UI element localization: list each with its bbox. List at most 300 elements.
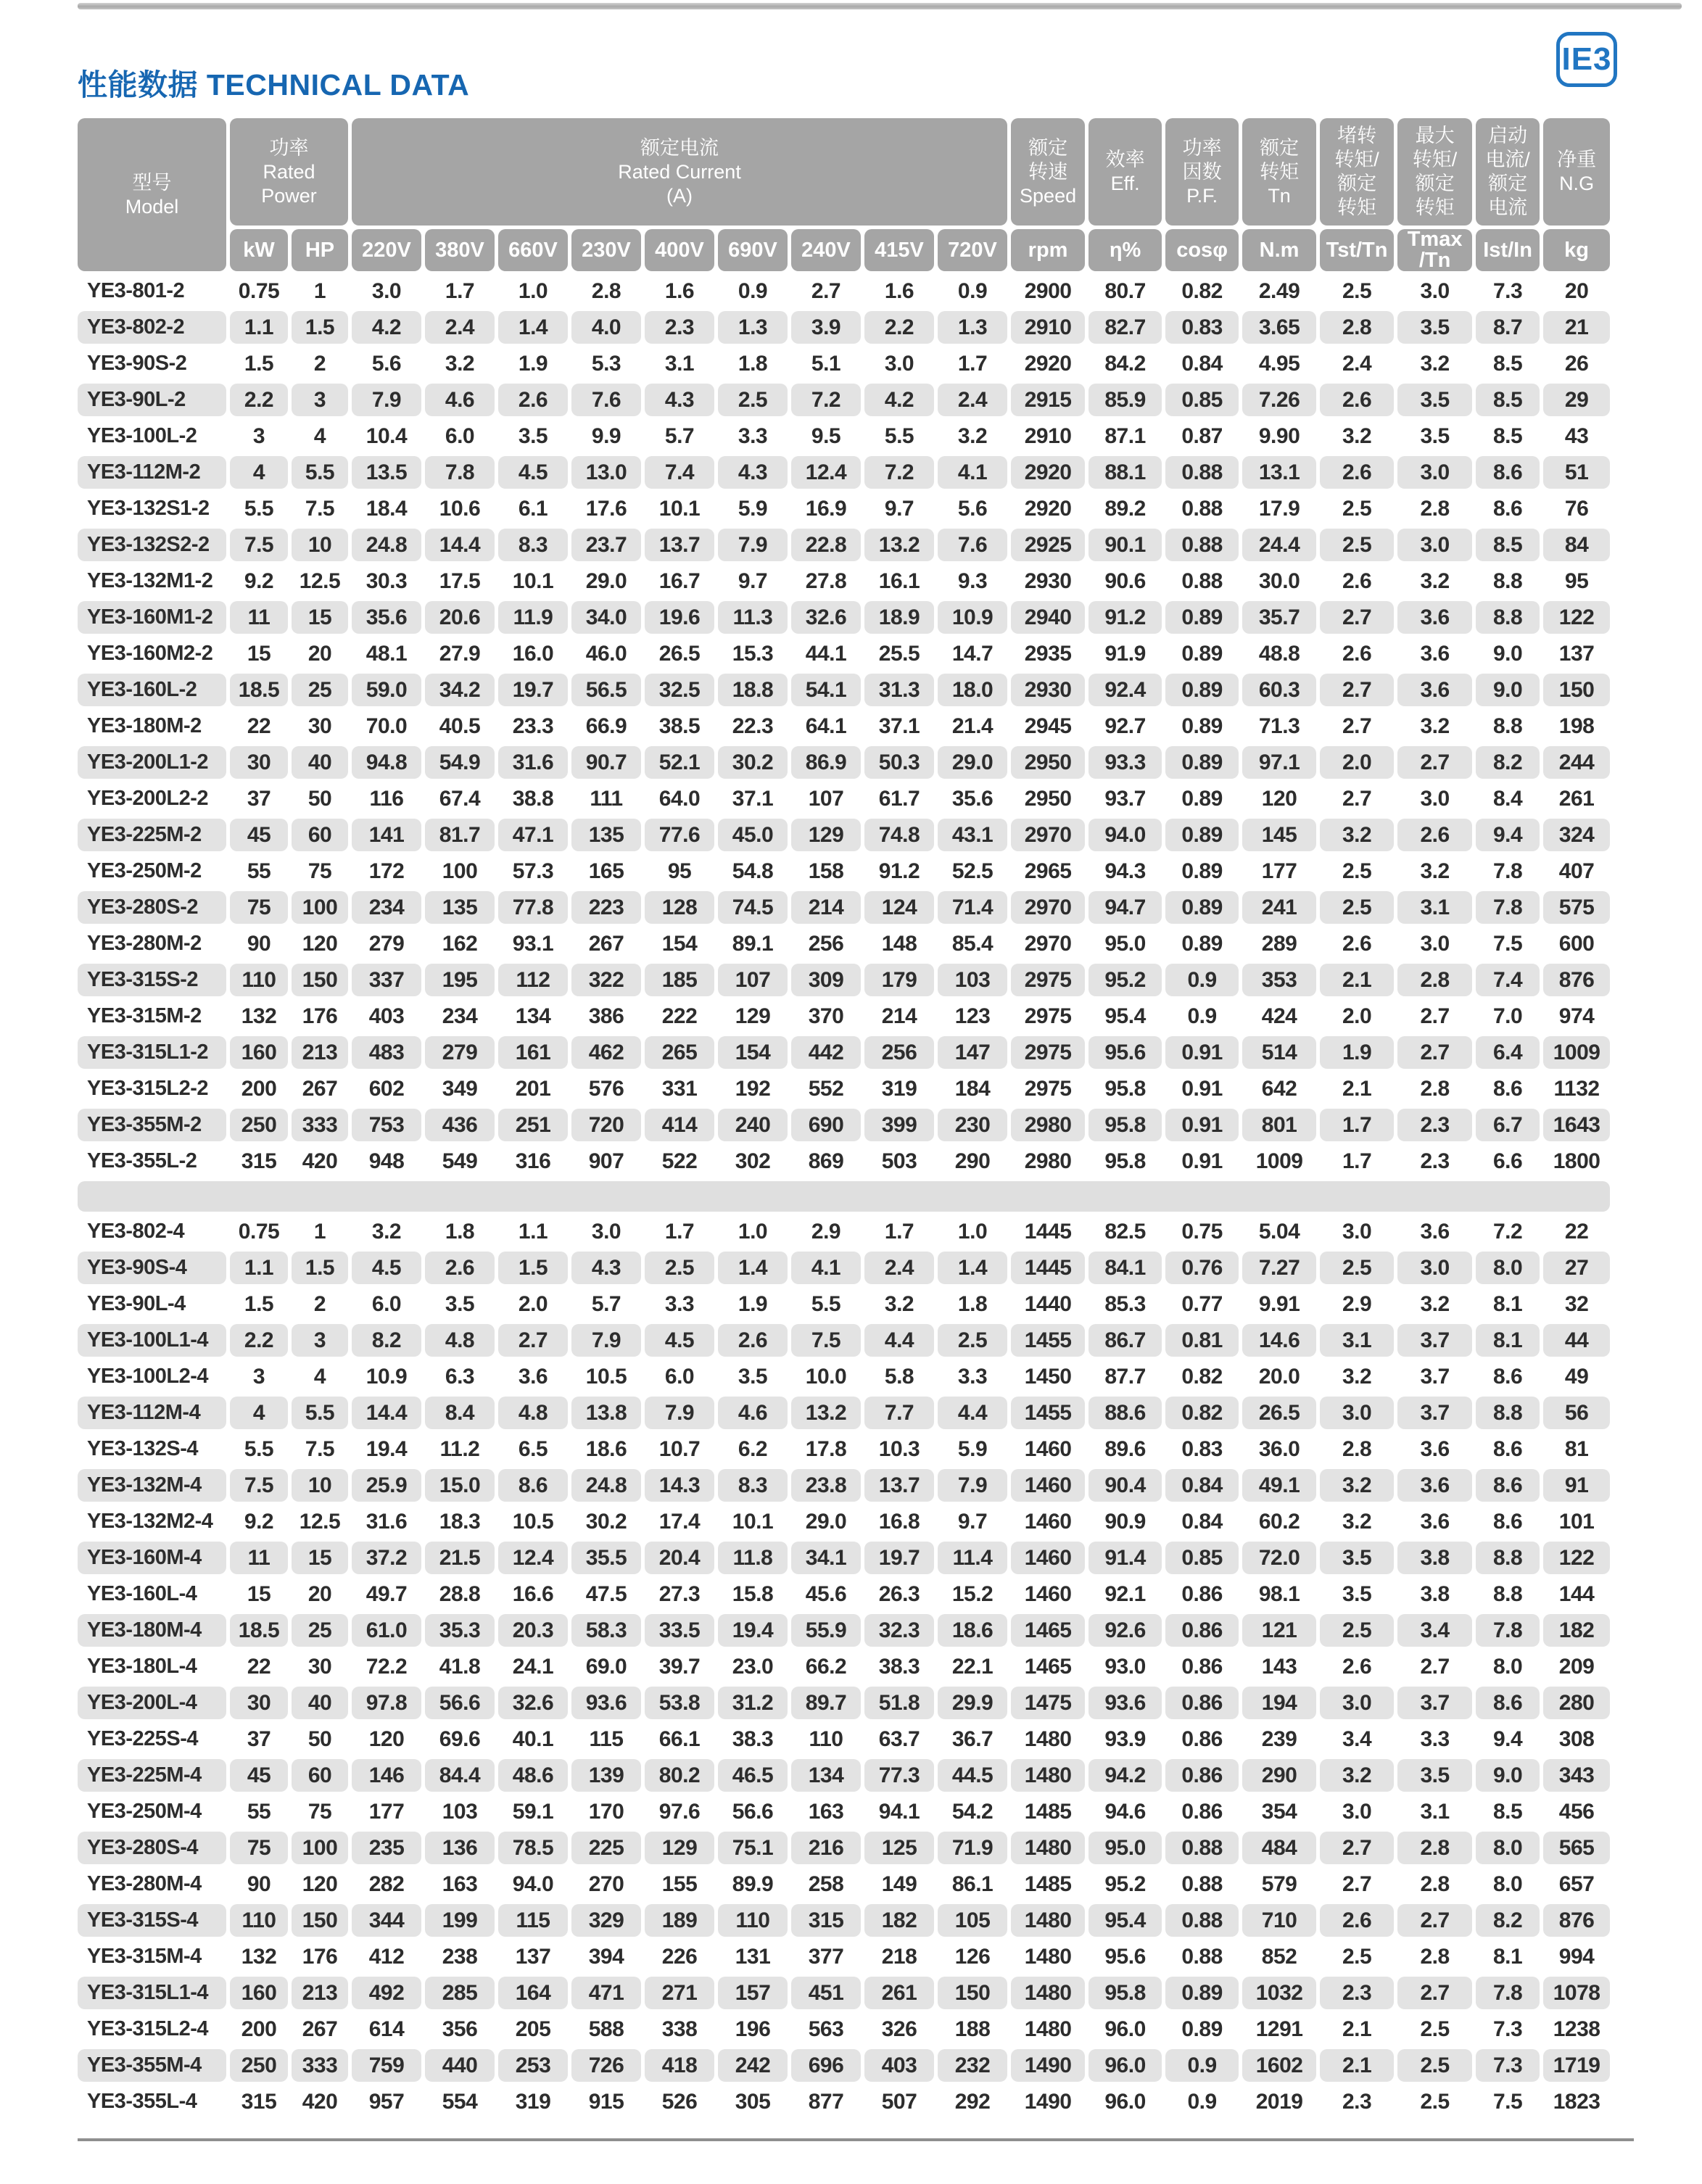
value-cell: 20	[307, 1581, 332, 1606]
value-cell: 5.6	[957, 496, 988, 521]
value-cell: 2940	[1011, 601, 1085, 634]
value-cell: 41.8	[439, 1654, 481, 1679]
value-cell: 10.3	[878, 1436, 920, 1461]
value-cell: 0.89	[1181, 931, 1223, 956]
value-cell: 141	[352, 819, 421, 851]
value-cell: 125	[864, 1832, 934, 1864]
value-cell: 1.9	[738, 1291, 768, 1316]
header-line: 660V	[508, 238, 558, 262]
table-row-2-pole	[78, 710, 1610, 743]
value-cell: 20.4	[645, 1542, 714, 1574]
value-cell: 349	[442, 1076, 478, 1101]
value-cell: 0.86	[1181, 1726, 1223, 1751]
value-cell: 10.9	[938, 601, 1007, 634]
value-cell: 147	[938, 1036, 1007, 1069]
value-cell: 0.91	[1165, 1109, 1239, 1141]
value-cell: 2019	[1255, 2089, 1303, 2114]
value-cell: 89.9	[732, 1871, 774, 1896]
value-cell: 57.3	[512, 859, 554, 883]
value-cell: 7.26	[1242, 384, 1316, 416]
value-cell: 6.2	[738, 1436, 768, 1461]
value-cell: 2.7	[1397, 1904, 1472, 1937]
value-cell: 244	[1543, 746, 1610, 779]
col-header-net-weight	[1543, 118, 1610, 226]
value-cell: 9.0	[1476, 1759, 1540, 1792]
value-cell: 344	[352, 1904, 421, 1937]
value-cell: 3	[252, 1364, 265, 1389]
value-cell: 1.8	[445, 1219, 475, 1244]
value-cell: 45	[230, 1759, 288, 1792]
value-cell: 2.8	[1397, 1832, 1472, 1864]
value-cell: 91.2	[878, 859, 920, 883]
table-row-2-pole	[78, 1145, 1610, 1178]
value-cell: 1.7	[664, 1219, 695, 1244]
value-cell: 94.0	[512, 1871, 554, 1896]
value-cell: 0.88	[1165, 1832, 1239, 1864]
value-cell: 3.2	[957, 423, 988, 448]
value-cell: 81	[1564, 1436, 1589, 1461]
value-cell: 3.1	[1420, 1799, 1450, 1824]
value-cell: 54.8	[732, 859, 774, 883]
model-cell: YE3-315S-4	[78, 1904, 226, 1937]
value-cell: 32.3	[864, 1614, 934, 1647]
value-cell: 150	[1543, 674, 1610, 706]
value-cell: 35.5	[571, 1542, 641, 1574]
value-cell: 576	[588, 1076, 624, 1101]
value-cell: 129	[791, 819, 861, 851]
value-cell: 2.3	[645, 311, 714, 344]
value-cell: 94.2	[1088, 1759, 1162, 1792]
value-cell: 2.6	[1320, 1904, 1394, 1937]
value-cell: 53.8	[645, 1687, 714, 1719]
value-cell: 279	[368, 931, 405, 956]
value-cell: 7.9	[352, 384, 421, 416]
value-cell: 0.91	[1165, 1036, 1239, 1069]
value-cell: 29.0	[938, 746, 1007, 779]
value-cell: 1450	[1024, 1364, 1072, 1389]
value-cell: 19.7	[864, 1542, 934, 1574]
value-cell: 2.7	[1342, 1871, 1372, 1896]
value-cell: 2.7	[1397, 1036, 1472, 1069]
table-row-4-pole	[78, 2085, 1610, 2118]
value-cell: 7.9	[645, 1397, 714, 1429]
value-cell: 60.2	[1258, 1509, 1300, 1534]
model-cell: YE3-100L-2	[87, 424, 197, 447]
value-cell: 0.86	[1165, 1614, 1239, 1647]
value-cell: 30.3	[365, 568, 408, 593]
value-cell: 26.5	[658, 641, 701, 666]
value-cell: 61.0	[352, 1614, 421, 1647]
value-cell: 2915	[1011, 384, 1085, 416]
value-cell: 3.2	[1420, 568, 1450, 593]
value-cell: 27.3	[658, 1581, 701, 1606]
table-row-2-pole	[78, 674, 1610, 706]
top-divider-rule	[78, 3, 1682, 9]
value-cell: 8.5	[1492, 423, 1523, 448]
value-cell: 8.3	[498, 529, 568, 561]
unit-header-tmaxtn	[1397, 229, 1472, 271]
model-cell: YE3-90L-2	[78, 384, 226, 416]
value-cell: 157	[718, 1977, 788, 2009]
value-cell: 2	[313, 1291, 326, 1316]
value-cell: 2.6	[1342, 1654, 1372, 1679]
table-row-4-pole	[78, 1215, 1610, 1248]
value-cell: 50	[307, 786, 332, 811]
model-cell: YE3-160M2-2	[87, 642, 213, 665]
value-cell: 129	[735, 1004, 771, 1028]
value-cell: 5.5	[292, 456, 348, 489]
value-cell: 44	[1543, 1324, 1610, 1357]
table-row-4-pole	[78, 1469, 1610, 1502]
value-cell: 2910	[1011, 311, 1085, 344]
value-cell: 3.7	[1397, 1324, 1472, 1357]
value-cell: 30.2	[718, 746, 788, 779]
value-cell: 3.0	[1320, 1397, 1394, 1429]
value-cell: 2920	[1011, 456, 1085, 489]
value-cell: 3.2	[1320, 1469, 1394, 1502]
value-cell: 2975	[1011, 964, 1085, 996]
value-cell: 3.2	[1342, 1509, 1372, 1534]
value-cell: 29.0	[805, 1509, 847, 1534]
value-cell: 107	[808, 786, 844, 811]
value-cell: 15	[292, 601, 348, 634]
value-cell: 1.5	[498, 1252, 568, 1284]
value-cell: 51	[1543, 456, 1610, 489]
unit-header-kg	[1543, 229, 1610, 271]
value-cell: 196	[735, 2017, 771, 2041]
value-cell: 2.7	[1320, 601, 1394, 634]
col-header-model	[78, 118, 226, 271]
value-cell: 1823	[1553, 2089, 1600, 2114]
value-cell: 3.0	[884, 351, 914, 376]
value-cell: 56.6	[732, 1799, 774, 1824]
value-cell: 7.9	[571, 1324, 641, 1357]
value-cell: 22.3	[732, 713, 774, 738]
value-cell: 2.8	[1420, 1871, 1450, 1896]
value-cell: 95	[667, 859, 692, 883]
value-cell: 195	[425, 964, 495, 996]
value-cell: 37	[247, 786, 271, 811]
header-line: (A)	[666, 184, 693, 207]
value-cell: 81.7	[425, 819, 495, 851]
value-cell: 91.9	[1104, 641, 1146, 666]
value-cell: 50.3	[864, 746, 934, 779]
value-cell: 6.0	[371, 1291, 402, 1316]
value-cell: 23.7	[571, 529, 641, 561]
value-cell: 3.5	[1320, 1542, 1394, 1574]
value-cell: 3.0	[1397, 1252, 1472, 1284]
value-cell: 2910	[1024, 423, 1072, 448]
value-cell: 483	[352, 1036, 421, 1069]
value-cell: 3.5	[1420, 423, 1450, 448]
value-cell: 18.5	[230, 1614, 288, 1647]
value-cell: 2.7	[1397, 1977, 1472, 2009]
value-cell: 14.4	[425, 529, 495, 561]
model-cell: YE3-280M-2	[87, 932, 202, 955]
value-cell: 46.0	[585, 641, 627, 666]
value-cell: 1460	[1024, 1581, 1072, 1606]
value-cell: 7.5	[230, 1469, 288, 1502]
value-cell: 95.8	[1104, 1076, 1146, 1101]
value-cell: 93.6	[1088, 1687, 1162, 1719]
value-cell: 72.0	[1242, 1542, 1316, 1574]
value-cell: 150	[938, 1977, 1007, 2009]
value-cell: 144	[1558, 1581, 1595, 1606]
value-cell: 15	[292, 1542, 348, 1574]
value-cell: 84.1	[1088, 1252, 1162, 1284]
value-cell: 71.4	[938, 891, 1007, 924]
header-line: 230V	[582, 238, 631, 262]
value-cell: 177	[368, 1799, 405, 1824]
value-cell: 0.87	[1181, 423, 1223, 448]
value-cell: 24.8	[571, 1469, 641, 1502]
value-cell: 49	[1564, 1364, 1589, 1389]
value-cell: 8.7	[1476, 311, 1540, 344]
value-cell: 120	[368, 1726, 405, 1751]
value-cell: 8.1	[1492, 1944, 1523, 1969]
value-cell: 2.7	[1420, 1004, 1450, 1028]
value-cell: 0.89	[1181, 713, 1223, 738]
value-cell: 3.0	[1397, 529, 1472, 561]
value-cell: 198	[1558, 713, 1595, 738]
value-cell: 9.90	[1258, 423, 1300, 448]
value-cell: 0.89	[1165, 601, 1239, 634]
value-cell: 2	[313, 351, 326, 376]
unit-header-tsttn	[1320, 229, 1394, 271]
value-cell: 315	[241, 1149, 277, 1173]
table-row-4-pole	[78, 1940, 1610, 1973]
table-row-2-pole	[78, 420, 1610, 452]
value-cell: 1.3	[938, 311, 1007, 344]
value-cell: 2.8	[1397, 964, 1472, 996]
value-cell: 25	[292, 674, 348, 706]
model-cell: YE3-180L-4	[87, 1655, 197, 1678]
value-cell: 82.7	[1088, 311, 1162, 344]
value-cell: 2.3	[1320, 1977, 1394, 2009]
value-cell: 526	[661, 2089, 698, 2114]
value-cell: 94.6	[1104, 1799, 1146, 1824]
value-cell: 3.3	[1420, 1726, 1450, 1751]
value-cell: 8.2	[352, 1324, 421, 1357]
value-cell: 78.5	[498, 1832, 568, 1864]
value-cell: 74.8	[864, 819, 934, 851]
value-cell: 30	[230, 1687, 288, 1719]
header-line: Tmax	[1407, 228, 1463, 251]
value-cell: 2.5	[1342, 859, 1372, 883]
value-cell: 0.91	[1181, 1076, 1223, 1101]
value-cell: 1132	[1553, 1076, 1600, 1101]
value-cell: 280	[1543, 1687, 1610, 1719]
value-cell: 4.0	[571, 311, 641, 344]
value-cell: 5.1	[811, 351, 841, 376]
header-line: 转矩	[1415, 197, 1455, 218]
header-line: 型号	[132, 171, 172, 194]
value-cell: 2950	[1011, 746, 1085, 779]
value-cell: 5.6	[371, 351, 402, 376]
value-cell: 32.6	[498, 1687, 568, 1719]
table-row-2-pole	[78, 311, 1610, 344]
value-cell: 0.75	[238, 1219, 280, 1244]
value-cell: 6.7	[1476, 1109, 1540, 1141]
value-cell: 726	[571, 2049, 641, 2082]
value-cell: 163	[808, 1799, 844, 1824]
value-cell: 71.3	[1258, 713, 1300, 738]
value-cell: 0.89	[1165, 891, 1239, 924]
table-row-4-pole	[78, 1868, 1610, 1900]
value-cell: 6.5	[518, 1436, 548, 1461]
value-cell: 2.5	[1320, 529, 1394, 561]
value-cell: 2980	[1011, 1109, 1085, 1141]
unit-header-415v	[864, 229, 934, 271]
value-cell: 26.3	[878, 1581, 920, 1606]
value-cell: 11.8	[718, 1542, 788, 1574]
value-cell: 34.0	[571, 601, 641, 634]
value-cell: 3.8	[1397, 1542, 1472, 1574]
value-cell: 149	[881, 1871, 917, 1896]
value-cell: 0.82	[1181, 1364, 1223, 1389]
value-cell: 1480	[1011, 1832, 1085, 1864]
value-cell: 456	[1558, 1799, 1595, 1824]
value-cell: 189	[645, 1904, 714, 1937]
value-cell: 315	[791, 1904, 861, 1937]
value-cell: 40.1	[512, 1726, 554, 1751]
value-cell: 10.6	[439, 496, 481, 521]
model-cell: YE3-132M-4	[78, 1469, 226, 1502]
value-cell: 2975	[1024, 1004, 1072, 1028]
value-cell: 1475	[1011, 1687, 1085, 1719]
value-cell: 95.8	[1088, 1109, 1162, 1141]
value-cell: 31.3	[864, 674, 934, 706]
value-cell: 30.2	[585, 1509, 627, 1534]
value-cell: 1800	[1553, 1149, 1600, 1173]
value-cell: 223	[571, 891, 641, 924]
value-cell: 27.8	[805, 568, 847, 593]
header-line: /Tn	[1418, 249, 1451, 272]
value-cell: 30	[230, 746, 288, 779]
value-cell: 3.0	[1342, 1219, 1372, 1244]
value-cell: 2.6	[425, 1252, 495, 1284]
value-cell: 720	[571, 1109, 641, 1141]
value-cell: 3.2	[1342, 1364, 1372, 1389]
value-cell: 66.2	[805, 1654, 847, 1679]
value-cell: 5.9	[738, 496, 768, 521]
header-line: 720V	[948, 238, 997, 262]
header-line: P.F.	[1186, 184, 1218, 207]
value-cell: 4.6	[425, 384, 495, 416]
value-cell: 3.2	[1420, 713, 1450, 738]
value-cell: 424	[1261, 1004, 1297, 1028]
value-cell: 0.89	[1165, 746, 1239, 779]
table-row-2-pole	[78, 347, 1610, 380]
value-cell: 333	[292, 1109, 348, 1141]
header-line: 效率	[1105, 149, 1145, 170]
value-cell: 45	[230, 819, 288, 851]
value-cell: 88.1	[1088, 456, 1162, 489]
value-cell: 35.6	[352, 601, 421, 634]
value-cell: 97.8	[352, 1687, 421, 1719]
value-cell: 3.6	[1420, 1219, 1450, 1244]
value-cell: 13.8	[571, 1397, 641, 1429]
value-cell: 4	[313, 1364, 326, 1389]
header-line: HP	[305, 238, 335, 262]
col-header-max-torque-ratio	[1397, 118, 1472, 226]
value-cell: 3.1	[664, 351, 695, 376]
value-cell: 1.7	[1342, 1149, 1372, 1173]
value-cell: 356	[442, 2017, 478, 2041]
header-line: Power	[261, 184, 317, 207]
value-cell: 3.5	[1342, 1581, 1372, 1606]
value-cell: 177	[1261, 859, 1297, 883]
value-cell: 77.8	[498, 891, 568, 924]
value-cell: 2975	[1011, 1036, 1085, 1069]
value-cell: 0.89	[1181, 2017, 1223, 2041]
value-cell: 12.5	[299, 568, 341, 593]
value-cell: 1.6	[664, 278, 695, 303]
header-line: 电流	[1488, 197, 1528, 218]
table-row-2-pole	[78, 819, 1610, 851]
value-cell: 94.0	[1088, 819, 1162, 851]
value-cell: 123	[954, 1004, 991, 1028]
value-cell: 134	[791, 1759, 861, 1792]
value-cell: 20.0	[1258, 1364, 1300, 1389]
value-cell: 7.5	[305, 496, 335, 521]
value-cell: 1440	[1024, 1291, 1072, 1316]
value-cell: 56.6	[425, 1687, 495, 1719]
value-cell: 18.9	[864, 601, 934, 634]
value-cell: 377	[808, 1944, 844, 1969]
unit-header-cos	[1165, 229, 1239, 271]
value-cell: 2.1	[1320, 964, 1394, 996]
value-cell: 164	[498, 1977, 568, 2009]
value-cell: 2.6	[1320, 456, 1394, 489]
value-cell: 7.5	[1492, 2089, 1523, 2114]
value-cell: 2.5	[1420, 2089, 1450, 2114]
value-cell: 292	[954, 2089, 991, 2114]
value-cell: 267	[302, 1076, 338, 1101]
value-cell: 8.0	[1476, 1832, 1540, 1864]
value-cell: 642	[1261, 1076, 1297, 1101]
table-row-2-pole	[78, 565, 1610, 597]
value-cell: 5.5	[244, 496, 274, 521]
value-cell: 94.8	[352, 746, 421, 779]
ie3-efficiency-badge	[1556, 32, 1617, 87]
value-cell: 39.7	[658, 1654, 701, 1679]
value-cell: 503	[881, 1149, 917, 1173]
value-cell: 2.3	[1397, 1109, 1472, 1141]
value-cell: 184	[954, 1076, 991, 1101]
value-cell: 87.7	[1104, 1364, 1146, 1389]
model-cell: YE3-160L-2	[78, 674, 226, 706]
value-cell: 30	[307, 1654, 332, 1679]
value-cell: 8.2	[1476, 746, 1540, 779]
value-cell: 3.6	[1397, 1469, 1472, 1502]
col-header-rated-torque	[1242, 118, 1316, 226]
value-cell: 1490	[1024, 2089, 1072, 2114]
model-cell: YE3-90S-4	[78, 1252, 226, 1284]
value-cell: 122	[1543, 1542, 1610, 1574]
value-cell: 4.2	[864, 384, 934, 416]
value-cell: 18.8	[718, 674, 788, 706]
value-cell: 103	[938, 964, 1007, 996]
value-cell: 10.1	[658, 496, 701, 521]
value-cell: 3.8	[1420, 1581, 1450, 1606]
value-cell: 0.9	[1165, 2049, 1239, 2082]
value-cell: 2.7	[1320, 1832, 1394, 1864]
value-cell: 1.8	[957, 1291, 988, 1316]
value-cell: 2.1	[1342, 2017, 1372, 2041]
value-cell: 22.1	[951, 1654, 993, 1679]
value-cell: 3.6	[1397, 674, 1472, 706]
